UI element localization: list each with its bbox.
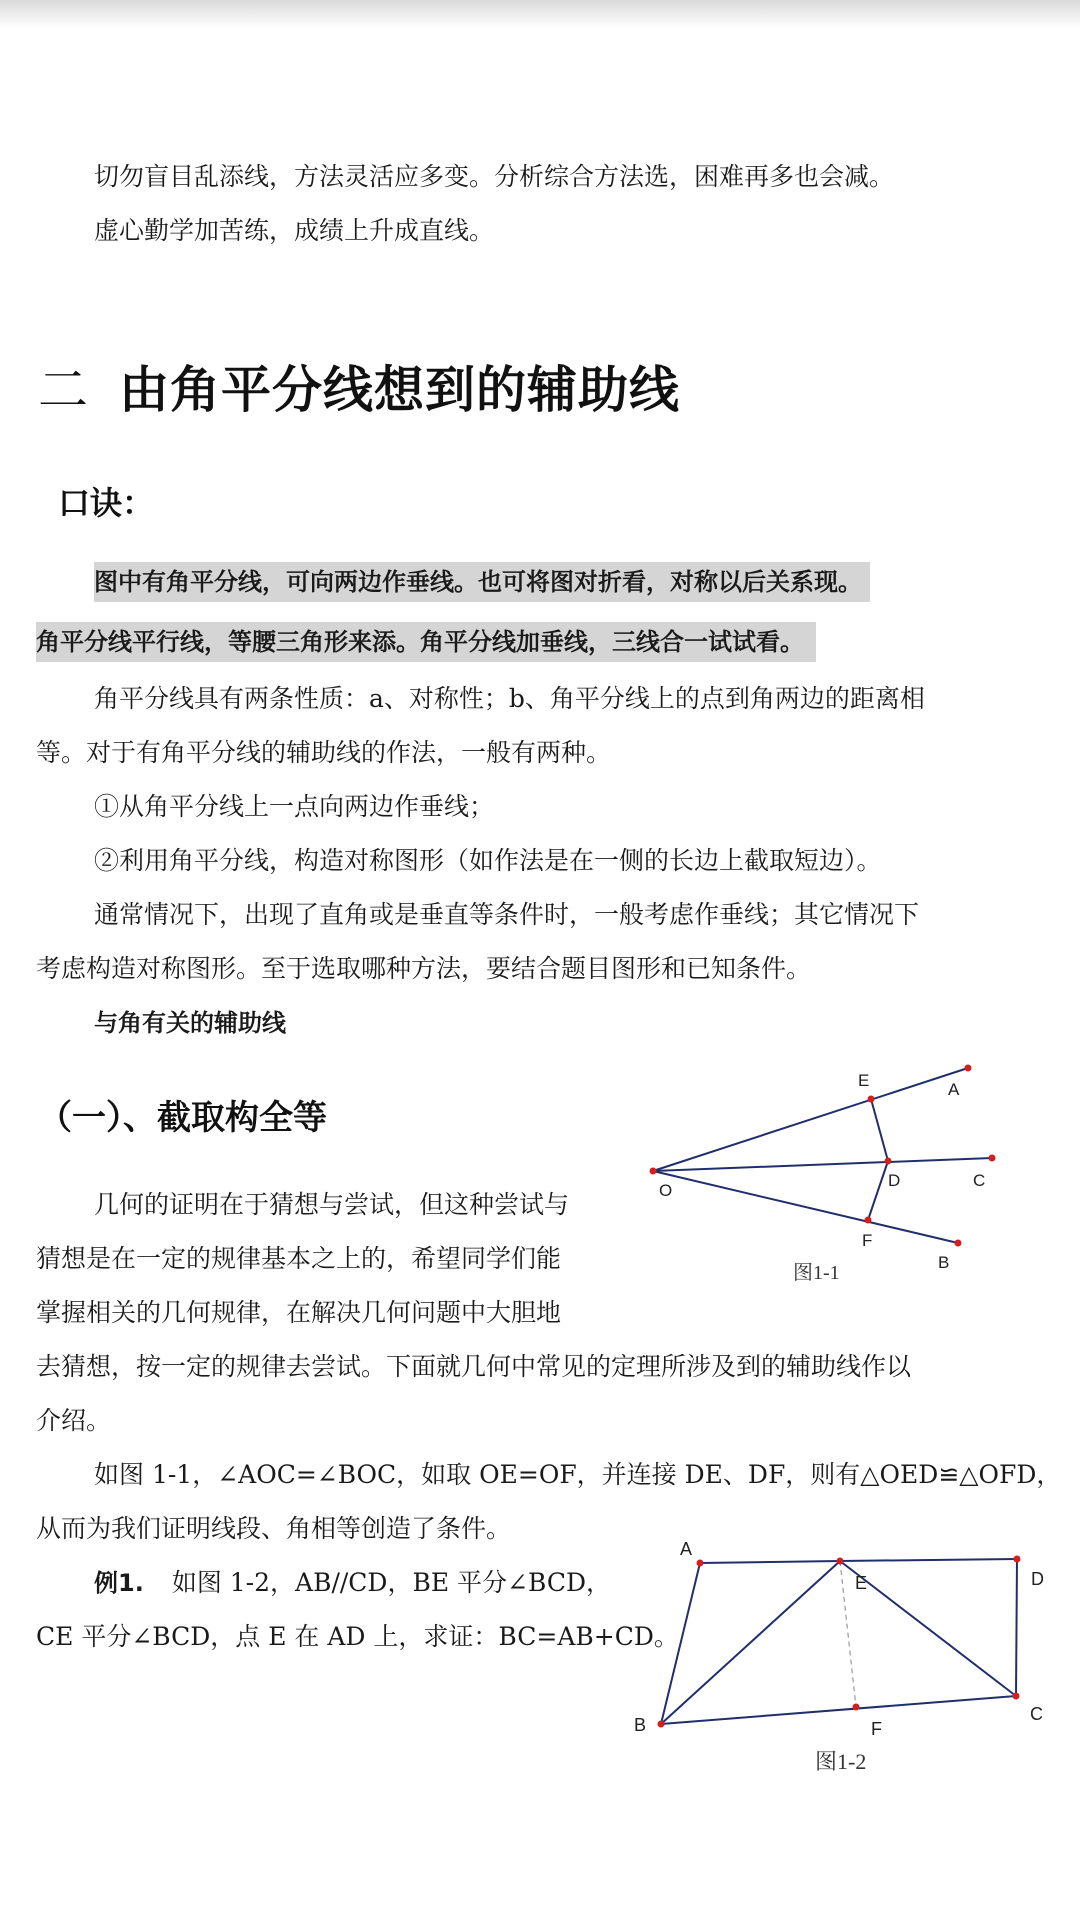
para-line-5: 介绍。 xyxy=(36,1406,112,1435)
label-B: B xyxy=(938,1253,950,1272)
label-D: D xyxy=(888,1171,901,1190)
point-F xyxy=(853,1704,860,1711)
mnemonic-heading: 口诀： xyxy=(58,484,155,522)
point-A xyxy=(697,1560,704,1567)
label-E: E xyxy=(855,1573,868,1593)
label-C: C xyxy=(973,1171,986,1190)
mnemonic-line-2-text: 角平分线平行线，等腰三角形来添。角平分线加垂线，三线合一试试看。 xyxy=(36,622,816,662)
section-heading xyxy=(38,350,680,422)
para-line-3: 掌握相关的几何规律，在解决几何问题中大胆地 xyxy=(36,1298,562,1327)
label-B: B xyxy=(634,1715,647,1735)
body-item-1: ①从角平分线上一点向两边作垂线； xyxy=(94,792,495,821)
mnemonic-line-2 xyxy=(36,620,816,664)
segment-DF xyxy=(868,1161,888,1220)
ray-OA xyxy=(653,1068,968,1171)
label-A: A xyxy=(680,1539,693,1559)
point-C xyxy=(989,1155,996,1162)
top-shadow-bar xyxy=(0,0,1080,28)
label-E: E xyxy=(858,1071,870,1090)
point-E xyxy=(868,1096,875,1103)
ray-OC xyxy=(653,1158,992,1171)
body-p1-line-2: 等。对于有角平分线的辅助线的作法，一般有两种。 xyxy=(36,738,612,767)
figure-1-1 xyxy=(640,1055,1020,1295)
example-line-2: CE 平分∠BCD，点 E 在 AD 上，求证：BC=AB+CD。 xyxy=(36,1622,679,1651)
dashed-segment-EF xyxy=(840,1561,856,1707)
intro-line-1: 切勿盲目乱添线，方法灵活应多变。分析综合方法选，困难再多也会减。 xyxy=(94,162,895,191)
point-E xyxy=(837,1558,844,1565)
para-line-2: 猜想是在一定的规律基本之上的，希望同学们能 xyxy=(36,1244,562,1273)
segment-DC xyxy=(1016,1559,1017,1696)
figure-1-2 xyxy=(625,1535,1065,1785)
body-item-2: ②利用角平分线，构造对称图形（如作法是在一侧的长边上截取短边）。 xyxy=(94,846,882,875)
figure-1-2-caption: 图1-2 xyxy=(815,1749,867,1774)
example-line-1 xyxy=(94,1556,611,1610)
label-O: O xyxy=(659,1181,673,1200)
label-F: F xyxy=(862,1231,873,1250)
point-D xyxy=(1014,1556,1021,1563)
point-C xyxy=(1013,1693,1020,1700)
body-p2-line-2: 考虑构造对称图形。至于选取哪种方法，要结合题目图形和已知条件。 xyxy=(36,954,812,983)
segment-BC xyxy=(661,1696,1016,1724)
segment-AE xyxy=(700,1561,840,1563)
para-line-6: 如图 1-1，∠AOC=∠BOC，如取 OE=OF，并连接 DE、DF，则有△OED≌△OFD， xyxy=(94,1460,1062,1489)
segment-AB xyxy=(661,1563,700,1724)
para-line-4: 去猜想，按一定的规律去尝试。下面就几何中常见的定理所涉及到的辅助线作以 xyxy=(36,1352,912,1381)
para-line-1: 几何的证明在于猜想与尝试，但这种尝试与 xyxy=(94,1190,570,1219)
segment-ED xyxy=(840,1559,1017,1561)
figure-1-1-caption: 图1-1 xyxy=(793,1262,840,1284)
point-D xyxy=(885,1158,892,1165)
section-title: 由角平分线想到的辅助线 xyxy=(119,361,680,419)
label-A: A xyxy=(948,1080,960,1099)
example-text-1: 如图 1-2，AB//CD，BE 平分∠BCD， xyxy=(171,1568,612,1597)
point-A xyxy=(965,1065,972,1072)
mnemonic-line-1 xyxy=(94,560,870,604)
body-p1-line-1: 角平分线具有两条性质：a、对称性；b、角平分线上的点到角两边的距离相 xyxy=(94,684,925,713)
point-B xyxy=(658,1721,665,1728)
point-B xyxy=(955,1240,962,1247)
mnemonic-line-1-text: 图中有角平分线，可向两边作垂线。也可将图对折看，对称以后关系现。 xyxy=(94,562,870,602)
segment-ED xyxy=(871,1099,888,1161)
subsection-title: （一）、截取构全等 xyxy=(38,1098,327,1138)
body-p2-line-1: 通常情况下，出现了直角或是垂直等条件时，一般考虑作垂线；其它情况下 xyxy=(94,900,920,929)
section-number: 二 xyxy=(38,361,89,419)
label-C: C xyxy=(1030,1704,1043,1724)
point-F xyxy=(865,1217,872,1224)
label-D: D xyxy=(1031,1569,1044,1589)
intro-line-2: 虚心勤学加苦练，成绩上升成直线。 xyxy=(94,216,495,245)
ray-OB xyxy=(653,1171,958,1243)
body-subhead: 与角有关的辅助线 xyxy=(94,1009,286,1037)
segment-BE xyxy=(661,1561,840,1724)
point-O xyxy=(650,1168,657,1175)
para-line-7: 从而为我们证明线段、角相等创造了条件。 xyxy=(36,1514,512,1543)
example-label: 例1. xyxy=(94,1569,144,1597)
label-F: F xyxy=(871,1719,882,1739)
